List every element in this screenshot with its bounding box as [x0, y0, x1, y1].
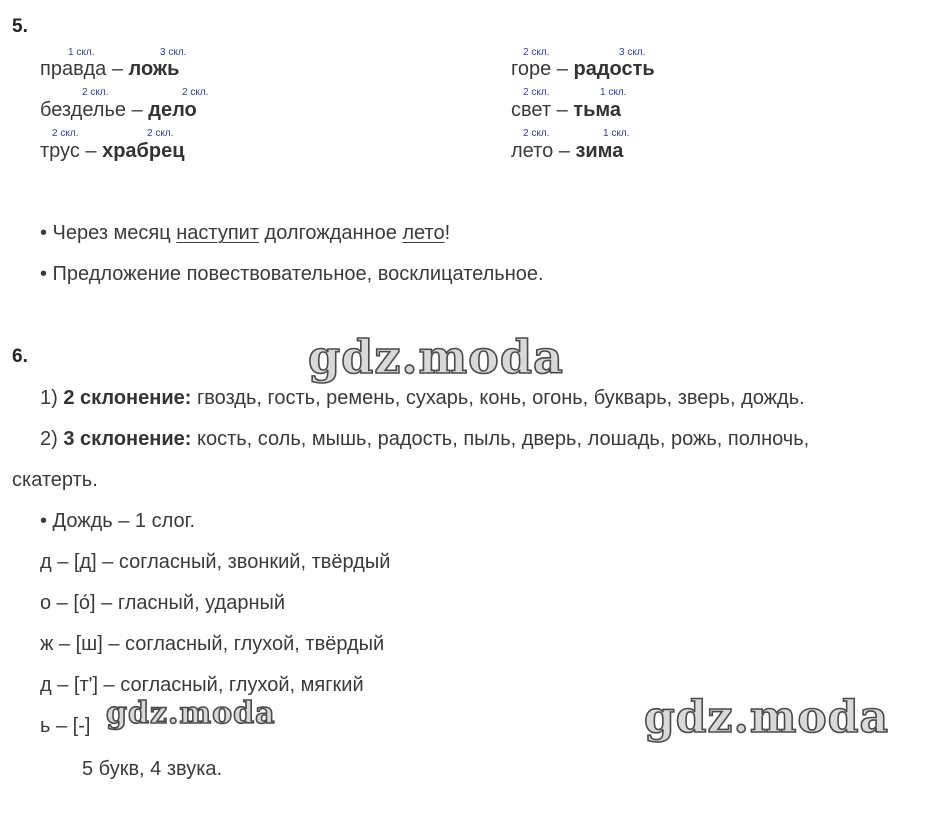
declension-label: 2 склонение: [63, 387, 192, 409]
watermark-logo: gdz.moda [106, 696, 276, 731]
word: безделье [40, 99, 126, 121]
word: лето [511, 140, 554, 162]
declension-label: 2 скл. [523, 128, 550, 139]
underlined-predicate: наступит [176, 222, 259, 244]
exercise-6-number: 6. [12, 346, 28, 367]
declension-label: 2 скл. [523, 47, 550, 58]
antonym-pair [511, 140, 623, 163]
declension-label: 1 скл. [600, 87, 627, 98]
syllable-note: • Дождь – 1 слог. [40, 510, 196, 532]
antonym-word: тьма [573, 99, 622, 121]
antonym-pair [511, 99, 621, 122]
underlined-subject: лето [402, 222, 445, 244]
declension-label: 3 скл. [160, 47, 187, 58]
dash: – [556, 99, 568, 121]
declension-3-list [40, 428, 809, 451]
declension-label: 2 скл. [52, 128, 79, 139]
declension-3-list-continued: скатерть. [12, 469, 98, 491]
sentence-line [40, 222, 450, 245]
declension-label: 3 склонение: [63, 428, 192, 450]
declension-label: 2 скл. [523, 87, 550, 98]
declension-label: 3 скл. [619, 47, 646, 58]
dash: – [131, 99, 143, 121]
dash: – [556, 58, 568, 80]
antonym-pair [40, 140, 185, 163]
phonetic-line: ь – [-] [40, 715, 91, 737]
word: горе [511, 58, 552, 80]
antonym-word: дело [148, 99, 197, 121]
dash: – [111, 58, 123, 80]
antonym-word: зима [575, 140, 624, 162]
declension-label: 2 скл. [147, 128, 174, 139]
declension-label: 1 скл. [68, 47, 95, 58]
declension-label: 2 скл. [182, 87, 209, 98]
antonym-word: храбрец [102, 140, 185, 162]
text: ! [444, 222, 451, 244]
dash: – [85, 140, 97, 162]
antonym-word: радость [573, 58, 655, 80]
word-list: кость, соль, мышь, радость, пыль, дверь, лошадь, рожь, полночь, [191, 428, 810, 450]
watermark-logo: gdz.moda [308, 330, 564, 384]
declension-label: 1 скл. [603, 128, 630, 139]
watermark-logo: gdz.moda [644, 692, 890, 743]
antonym-pair [511, 58, 655, 81]
word: свет [511, 99, 552, 121]
declension-label: 2 скл. [82, 87, 109, 98]
word-list: гвоздь, гость, ремень, сухарь, конь, огонь, букварь, зверь, дождь. [191, 387, 805, 409]
word: трус [40, 140, 80, 162]
exercise-5-number: 5. [12, 16, 28, 37]
phonetic-line: д – [т'] – согласный, глухой, мягкий [40, 674, 364, 696]
word: правда [40, 58, 107, 80]
antonym-pair [40, 99, 197, 122]
text: долгожданное [258, 222, 403, 244]
item-number: 2) [40, 428, 64, 450]
dash: – [558, 140, 570, 162]
letters-sounds-summary: 5 букв, 4 звука. [82, 758, 223, 780]
antonym-word: ложь [128, 58, 180, 80]
phonetic-line: о – [о́] – гласный, ударный [40, 592, 286, 614]
declension-2-list [40, 387, 805, 410]
phonetic-line: ж – [ш] – согласный, глухой, твёрдый [40, 633, 385, 655]
text: • Через месяц [40, 222, 177, 244]
item-number: 1) [40, 387, 64, 409]
sentence-analysis: • Предложение повествовательное, восклицательное. [40, 263, 544, 285]
phonetic-line: д – [д] – согласный, звонкий, твёрдый [40, 551, 391, 573]
antonym-pair [40, 58, 179, 81]
